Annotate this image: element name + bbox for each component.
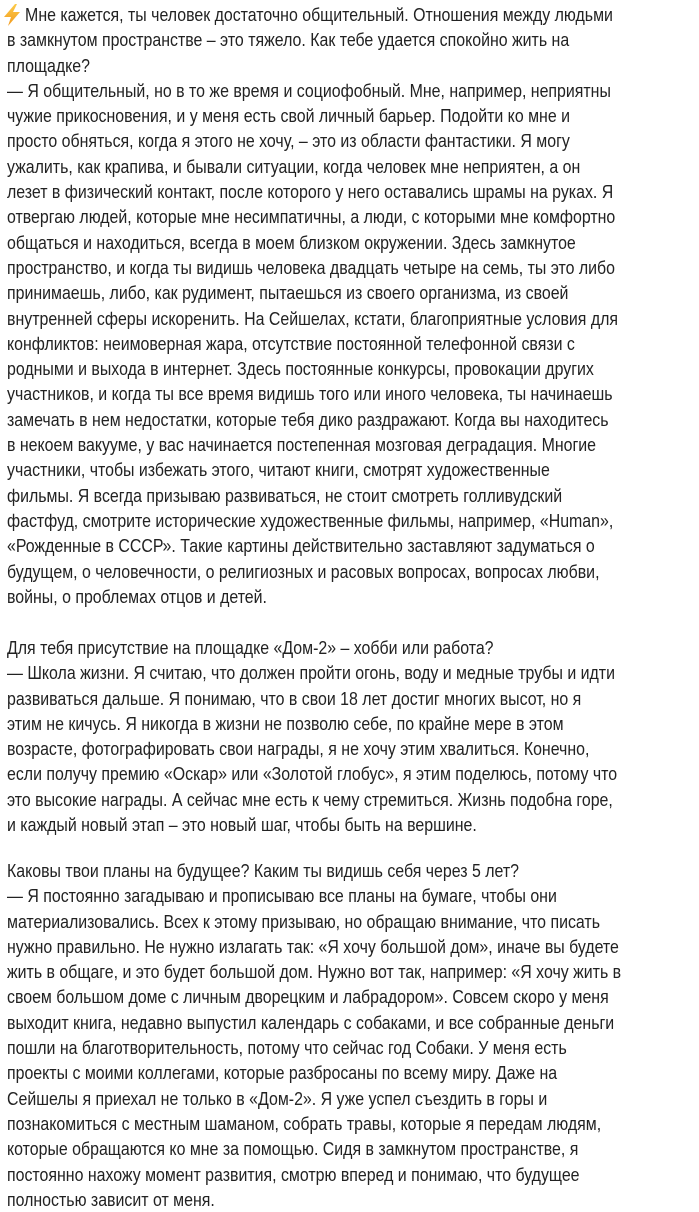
text-line: чужие прикосновения, и у меня есть свой личный барьер. Подойти ко мне и (7, 105, 570, 127)
text-line: которые обращаются ко мне за помощью. Сидя в замкнутом пространстве, я (7, 1138, 579, 1160)
text-line: постоянно нахожу момент развития, смотрю вперед и понимаю, что будущее (7, 1163, 580, 1185)
text-line: войны, о проблемах отцов и детей. (7, 585, 267, 607)
text-line: Мне кажется, ты человек достаточно общительный. Отношения между людьми (25, 4, 613, 25)
text-line: пространство, и когда ты видишь человека двадцать четыре на семь, ты это либо (7, 256, 616, 278)
text-line: ужалить, как крапива, и бывали ситуации, когда человек мне неприятен, а он (7, 155, 581, 177)
paragraph-qa-2 (7, 635, 697, 837)
text-line: пошли на благотворительность, потому что сейчас год Собаки. У меня есть (7, 1037, 567, 1059)
text-line: конфликтов: неимоверная жара, отсутствие постоянной телефонной связи с (7, 332, 575, 354)
text-line: отвергаю людей, которые мне несимпатичны, а люди, с которыми мне комфортно (7, 206, 616, 228)
text-line: проекты с моими коллегами, которые разбросаны по всему миру. Даже на (7, 1062, 558, 1084)
text-line: фастфуд, смотрите исторические художественные фильмы, например, «Human», (7, 509, 614, 531)
text-line: будущем, о человечности, о религиозных и расовых вопросах, вопросах любви, (7, 560, 600, 582)
text-line: и каждый новый этап – это новый шаг, чтобы быть на вершине. (7, 814, 477, 836)
text-line: родными и выхода в интернет. Здесь постоянные конкурсы, провокации других (7, 358, 594, 380)
text-line: выходит книга, недавно выпустил календарь с собаками, и все собранные деньги (7, 1011, 615, 1033)
text-line: этим не кичусь. Я никогда в жизни не позволю себе, по крайне мере в этом (7, 712, 564, 734)
text-line: если получу премию «Оскар» или «Золотой глобус», я этим поделюсь, потому что (7, 763, 618, 785)
text-line: фильмы. Я всегда призываю развиваться, не стоит смотреть голливудский (7, 484, 563, 506)
text-line: развиваться дальше. Я понимаю, что в свои 18 лет достиг многих высот, но я (7, 687, 582, 709)
text-line: это высокие награды. А сейчас мне есть к чему стремиться. Жизнь подобна горе, (7, 788, 613, 810)
text-line: площадке? (7, 54, 90, 76)
paragraph-qa-3 (7, 858, 697, 1212)
paragraph-qa-1 (7, 2, 697, 609)
text-line: замечать в нем недостатки, которые тебя дико раздражают. Когда вы находитесь (7, 408, 609, 430)
text-line: принимаешь, либо, как рудимент, пытаешься из своего организма, из своей (7, 282, 569, 304)
text-line: участников, и когда ты все время видишь того или иного человека, ты начинаешь (7, 383, 613, 405)
text-line: общаться и находиться, всегда в моем близком окружении. Здесь замкнутое (7, 231, 576, 253)
text-line: в некоем вакууме, у вас начинается постепенная мозговая деградация. Многие (7, 434, 597, 456)
text-line: материализовались. Всех к этому призываю, но обращаю внимание, что писать (7, 910, 600, 932)
text-line: своем большом доме с личным дворецким и лабрадором». Совсем скоро у меня (7, 986, 609, 1008)
text-line: Для тебя присутствие на площадке «Дом-2» – хобби или работа? (7, 637, 494, 658)
text-line: внутренней сферы искоренить. На Сейшелах, кстати, благоприятные условия для (7, 307, 619, 329)
text-line: просто обняться, когда я этого не хочу, – это из области фантастики. Я могу (7, 130, 570, 152)
text-line: лезет в физический контакт, после которого у него оставались шрамы на руках. Я (7, 181, 614, 203)
text-line: участники, чтобы избежать этого, читают книги, смотрят художественные (7, 459, 550, 481)
text-line: «Рожденные в СССР». Такие картины действительно заставляют задуматься о (7, 535, 595, 557)
text-line: — Я постоянно загадываю и прописываю все планы на бумаге, чтобы они (7, 885, 557, 907)
text-line: — Школа жизни. Я считаю, что должен пройти огонь, воду и медные трубы и идти (7, 662, 615, 684)
text-line: полностью зависит от меня. (7, 1188, 215, 1210)
text-line: в замкнутом пространстве – это тяжело. Как тебе удается спокойно жить на (7, 29, 570, 51)
text-line: — Я общительный, но в то же время и социофобный. Мне, например, неприятны (7, 79, 611, 101)
text-line: жить в общаге, и это будет большой дом. Нужно вот так, например: «Я хочу жить в (7, 961, 622, 983)
text-line: Каковы твои планы на будущее? Каким ты видишь себя через 5 лет? (7, 860, 519, 881)
text-line: познакомиться с местным шаманом, собрать травы, которые я передам людям, (7, 1112, 602, 1134)
text-line: нужно правильно. Не нужно излагать так: «Я хочу большой дом», иначе вы будете (7, 935, 619, 957)
text-line: Сейшелы я приехал не только в «Дом-2». Я уже успел съездить в горы и (7, 1087, 548, 1109)
text-line: возрасте, фотографировать свои награды, я не хочу этим хвалиться. Конечно, (7, 738, 590, 760)
